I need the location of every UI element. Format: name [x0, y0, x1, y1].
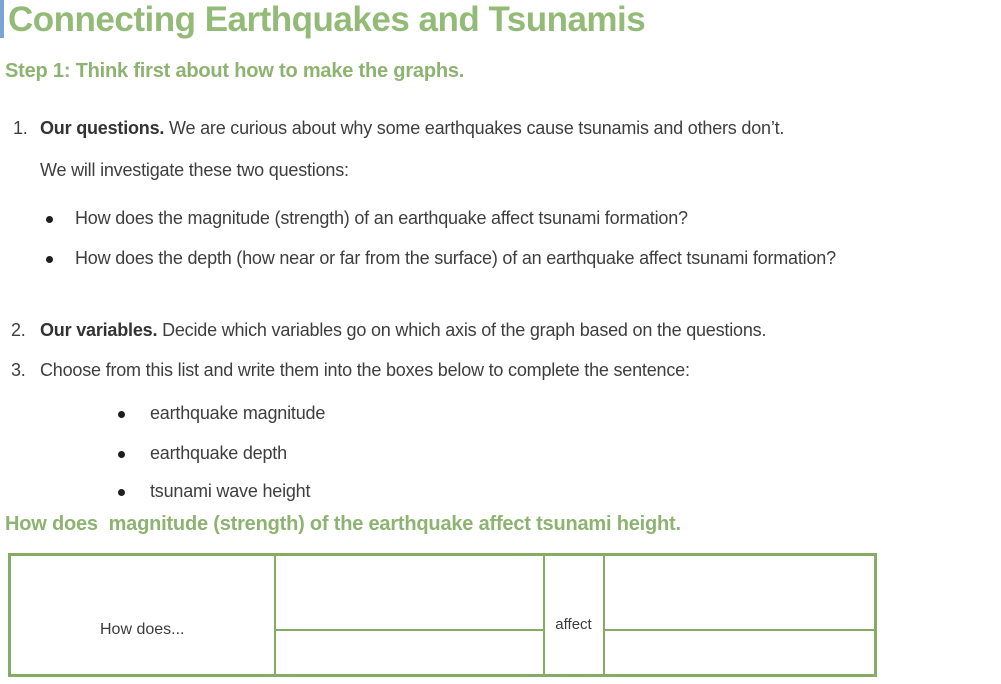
independent-variable-input-cell[interactable]	[275, 630, 544, 676]
bullet-icon	[46, 256, 53, 263]
question-text: How does the depth (how near or far from the surface) of an earthquake affect tsunami formation?	[75, 248, 836, 268]
list-number: 3.	[11, 360, 26, 380]
question-bullet-1	[46, 208, 688, 229]
list-item-body: Choose from this list and write them into the boxes below to complete the sentence:	[40, 360, 690, 380]
list-item-choose	[11, 360, 690, 381]
dependent-variable-input-cell[interactable]	[604, 630, 876, 676]
bullet-icon	[46, 216, 53, 223]
independent-variable-header	[275, 555, 544, 630]
list-item-variables	[11, 320, 766, 341]
row-label-cell: How does...	[10, 555, 275, 676]
left-accent-bar	[0, 0, 4, 38]
independent-header-axis: (x-axis)	[379, 594, 439, 614]
bullet-icon	[118, 489, 125, 496]
list-item-text	[40, 118, 784, 139]
followup-text: We will investigate these two questions:	[40, 160, 349, 180]
dependent-variable-header	[604, 555, 876, 630]
question-bullet-2	[46, 248, 836, 269]
list-item-body: We are curious about why some earthquakes cause tsunamis and others don’t.	[169, 118, 785, 138]
variable-bullet-1	[118, 403, 325, 424]
list-item-questions-followup	[40, 160, 349, 181]
list-item-body: Decide which variables go on which axis of the graph based on the questions.	[162, 320, 767, 340]
variable-text: earthquake magnitude	[150, 403, 326, 423]
variables-table	[8, 553, 877, 677]
variable-text: earthquake depth	[150, 443, 287, 463]
list-item-lead: Our variables.	[40, 320, 163, 340]
bullet-icon	[118, 451, 125, 458]
sentence-heading: How does magnitude (strength) of the earthquake affect tsunami height.	[5, 513, 681, 535]
question-text: How does the magnitude (strength) of an earthquake affect tsunami formation?	[75, 208, 688, 228]
list-number: 2.	[11, 320, 26, 340]
list-item-questions	[13, 118, 784, 139]
independent-header-line1: Independent variable(s)	[313, 570, 505, 590]
bullet-icon	[118, 411, 125, 418]
list-item-text	[40, 320, 766, 341]
variable-text: tsunami wave height	[150, 481, 311, 501]
dependent-header-axis: (y-axis)	[709, 594, 770, 614]
list-number: 1.	[13, 118, 28, 138]
variable-bullet-2	[118, 443, 287, 464]
variable-bullet-3	[118, 481, 310, 502]
affect-label-cell: affect	[544, 555, 604, 676]
list-item-lead: Our questions.	[40, 118, 170, 138]
page-title: Connecting Earthquakes and Tsunamis	[8, 0, 646, 39]
dependent-header-line1: Dependent variable(s)	[650, 570, 829, 590]
step-heading: Step 1: Think first about how to make the graphs.	[5, 60, 465, 82]
